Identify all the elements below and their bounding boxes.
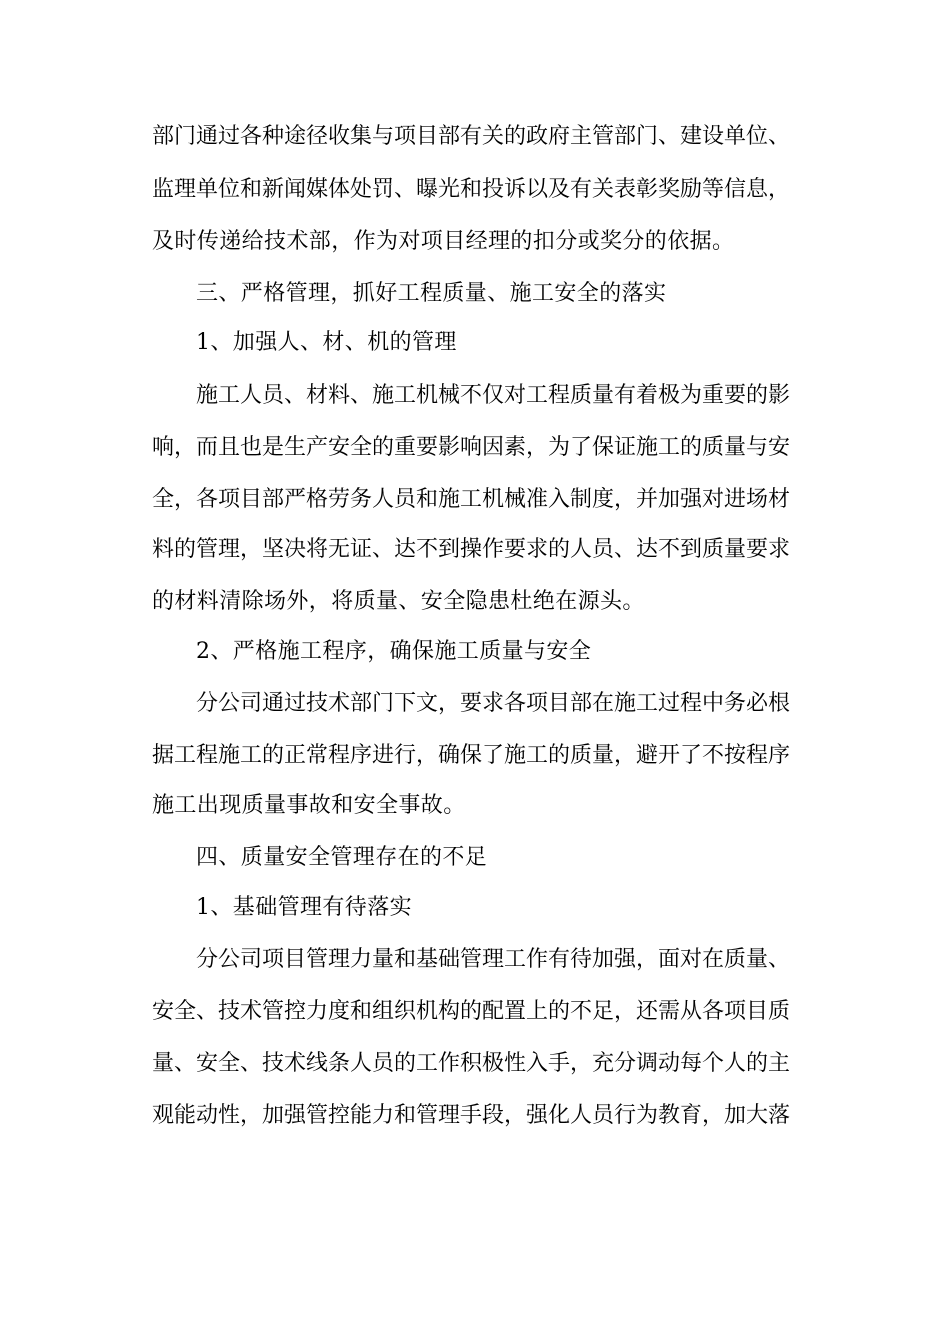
subsection-heading: 2、严格施工程序，确保施工质量与安全 [196, 639, 592, 664]
section-heading: 三、严格管理，抓好工程质量、施工安全的落实 [196, 281, 667, 306]
section-heading: 四、质量安全管理存在的不足 [196, 845, 488, 870]
text-line: 分公司项目管理力量和基础管理工作有待加强，面对在质量、 [196, 947, 791, 972]
text-line: 施工出现质量事故和安全事故。 [152, 793, 466, 818]
text-line: 分公司通过技术部门下文，要求各项目部在施工过程中务必根 [196, 691, 791, 716]
text-line: 料的管理，坚决将无证、达不到操作要求的人员、达不到质量要求 [152, 537, 791, 562]
text-line: 观能动性，加强管控能力和管理手段，强化人员行为教育，加大落 [152, 1103, 791, 1128]
text-line: 量、安全、技术线条人员的工作积极性入手，充分调动每个人的主 [152, 1051, 791, 1076]
text-line: 响，而且也是生产安全的重要影响因素，为了保证施工的质量与安 [152, 435, 791, 460]
subsection-heading: 1、加强人、材、机的管理 [196, 330, 457, 355]
text-line: 施工人员、材料、施工机械不仅对工程质量有着极为重要的影 [196, 383, 791, 408]
text-line: 据工程施工的正常程序进行，确保了施工的质量，避开了不按程序 [152, 743, 791, 768]
text-line: 及时传递给技术部，作为对项目经理的扣分或奖分的依据。 [152, 229, 735, 254]
text-line: 全，各项目部严格劳务人员和施工机械准入制度，并加强对进场材 [152, 487, 791, 512]
text-line: 的材料清除场外，将质量、安全隐患杜绝在源头。 [152, 589, 645, 614]
text-line: 部门通过各种途径收集与项目部有关的政府主管部门、建设单位、 [152, 124, 791, 149]
text-line: 监理单位和新闻媒体处罚、曝光和投诉以及有关表彰奖励等信息， [152, 177, 791, 202]
subsection-heading: 1、基础管理有待落实 [196, 895, 412, 920]
text-line: 安全、技术管控力度和组织机构的配置上的不足，还需从各项目质 [152, 999, 791, 1024]
